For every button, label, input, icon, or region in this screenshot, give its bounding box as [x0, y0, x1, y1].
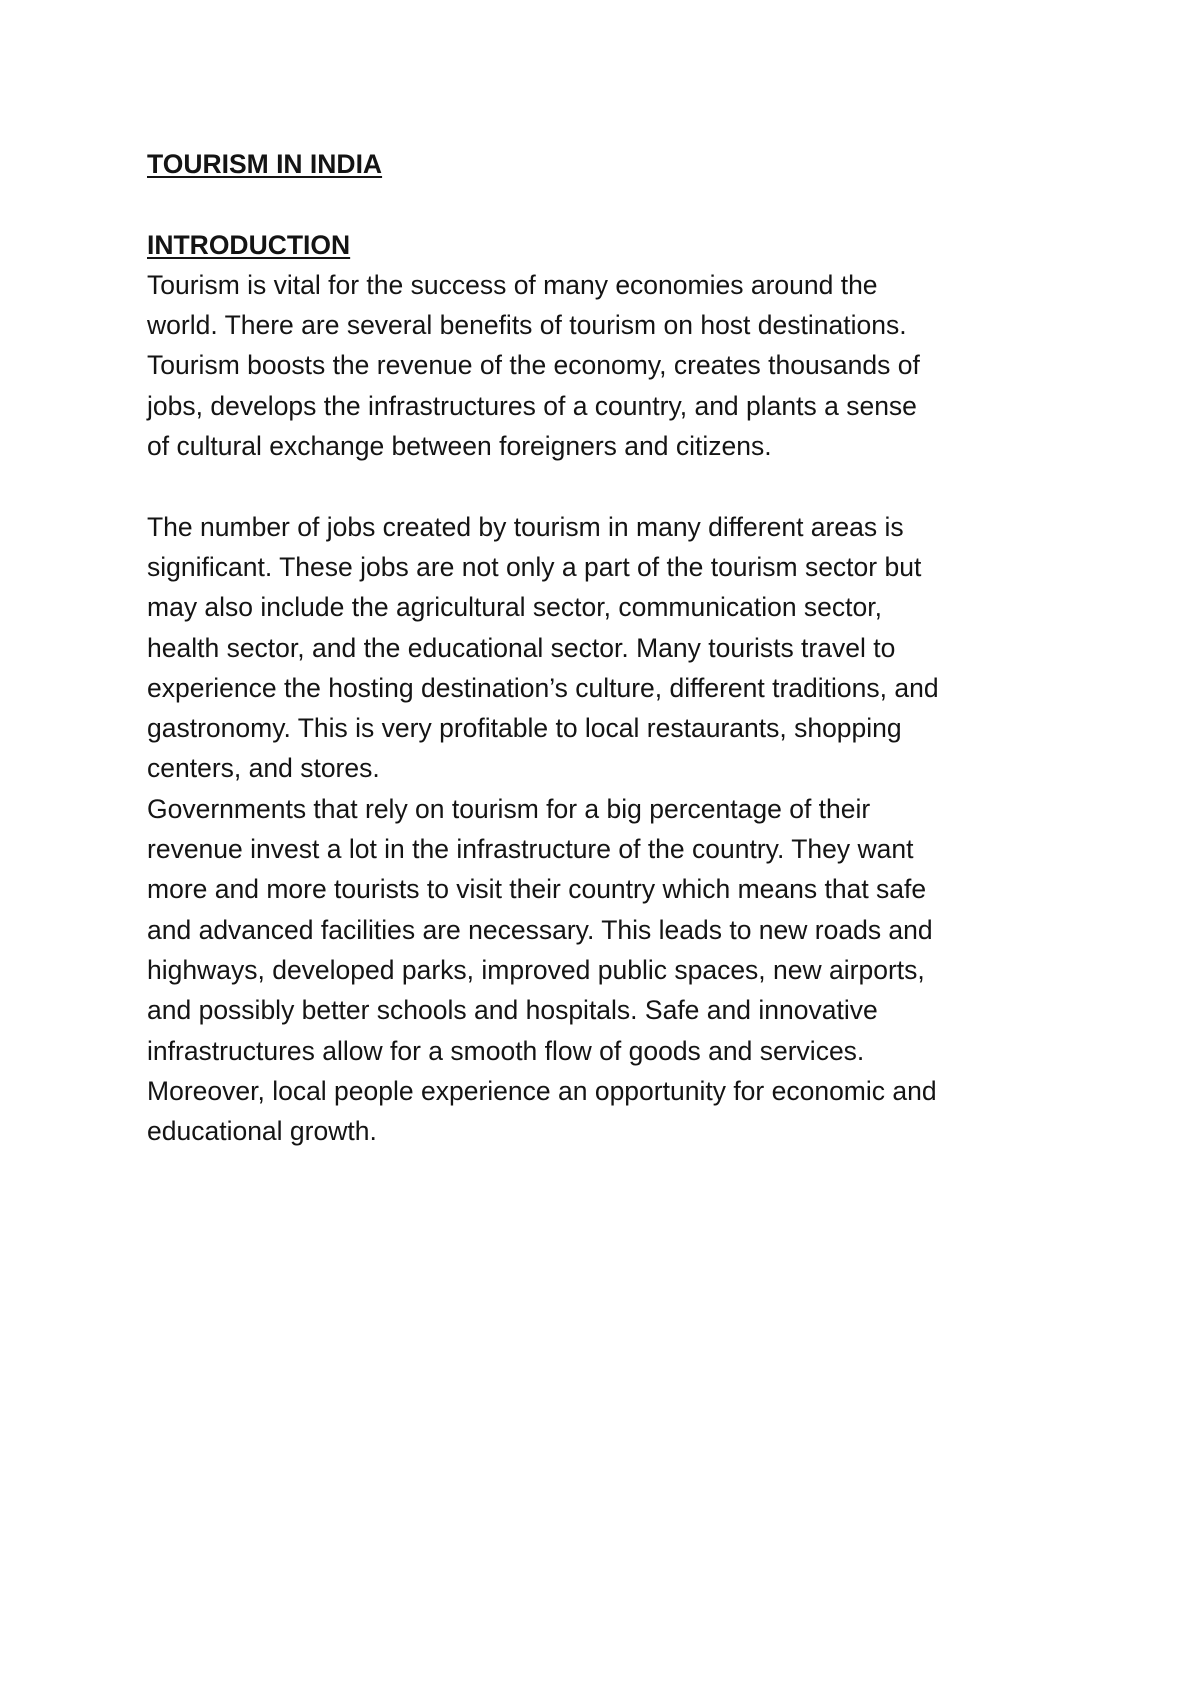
- paragraph-infrastructure: Governments that rely on tourism for a big percentage of their revenue invest a lot in the infrastructure of the country. They want more and more tourists to visit their country which means that safe and advanced facilities are necessary. This leads to new roads and highways, developed parks, improved public spaces, new airports, and possibly better schools and hospitals. Safe and innovative infrastructures allow for a smooth flow of goods and services. Moreover, local people experience an opportunity for economic and educational growth.: [147, 793, 937, 1147]
- document-title: TOURISM IN INDIA: [147, 149, 383, 179]
- paragraph-jobs: The number of jobs created by tourism in many different areas is significant. These jobs are not only a part of the tourism sector but may also include the agricultural sector, communication sector, health sector, and the educational sector. Many tourists travel to experience the hosting destination’s culture, different traditions, and gastronomy. This is very profitable to local restaurants, shopping centers, and stores.: [147, 511, 939, 784]
- spacer: [147, 466, 1067, 506]
- paragraph-tourism-benefits: Tourism is vital for the success of many economies around the world. There are several benefits of tourism on host destinations. Tourism boosts the revenue of the economy, creates thousands of jobs, develops the infrastructures of a country, and plants a sense of cultural exchange between foreigners and citizens.: [147, 269, 920, 462]
- section-heading-introduction: INTRODUCTION: [147, 229, 351, 260]
- spacer: [147, 184, 1067, 224]
- document-body: [147, 144, 1067, 1151]
